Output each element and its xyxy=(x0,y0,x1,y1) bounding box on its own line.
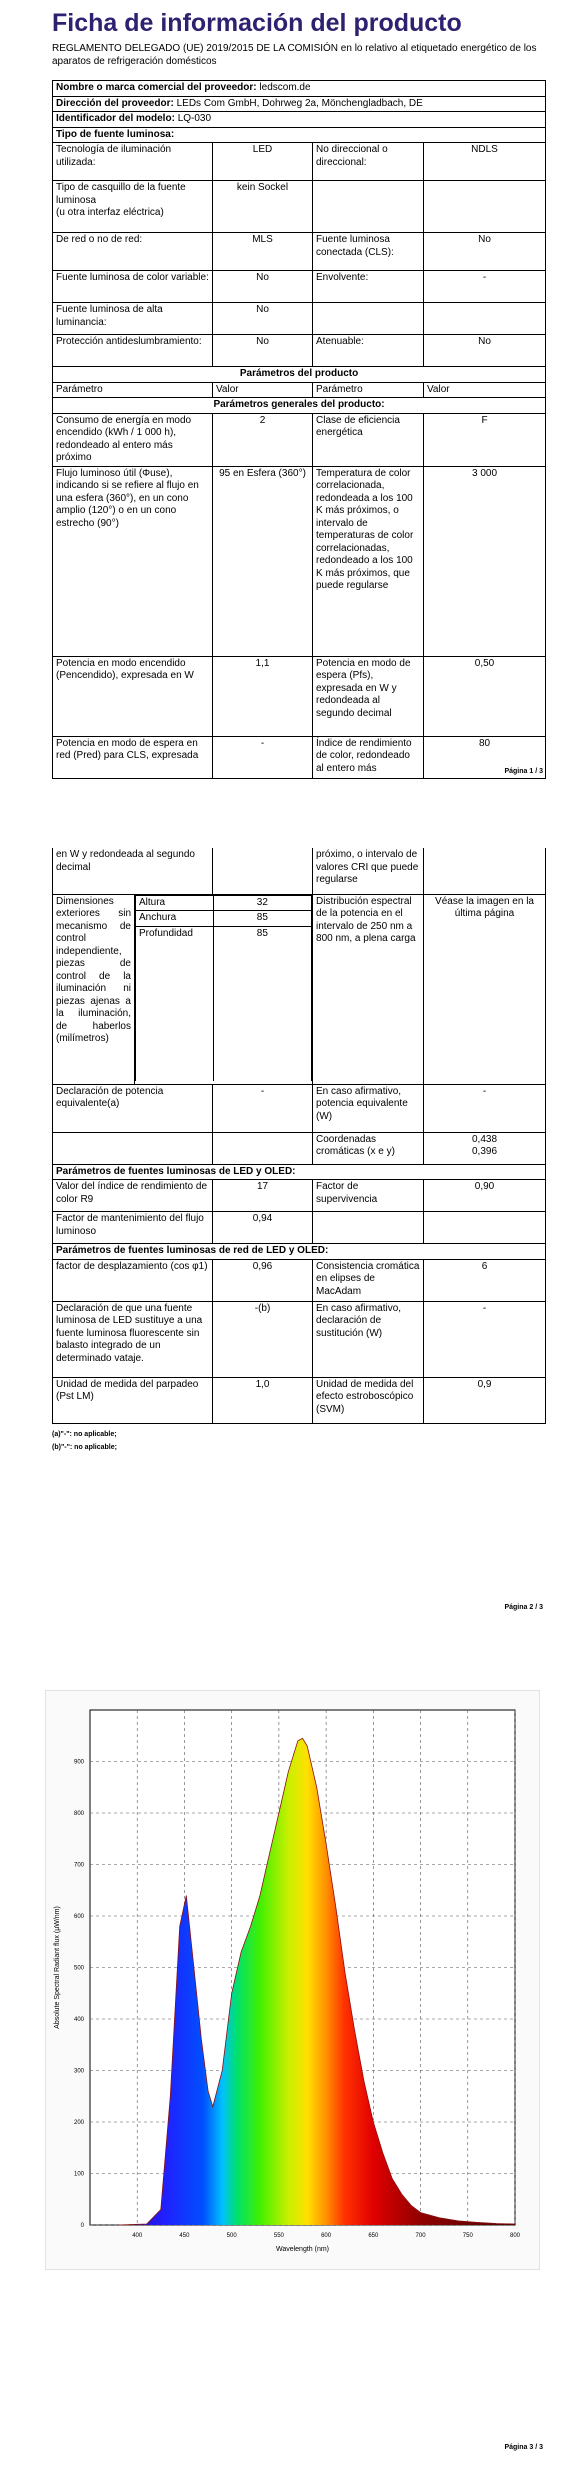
row-value: 2 xyxy=(213,413,313,466)
y-tick-label: 800 xyxy=(73,1811,84,1817)
row-label: En caso afirmativo, declaración de sustitución (W) xyxy=(313,1301,424,1377)
param-row xyxy=(53,1259,546,1301)
row-label: Unidad de medida del efecto estroboscópico (SVM) xyxy=(313,1377,424,1423)
page-number: Página 2 / 3 xyxy=(504,1604,543,1611)
row-label xyxy=(313,181,424,233)
x-tick-label: 600 xyxy=(321,2233,332,2239)
row-label xyxy=(53,1132,213,1164)
source-type-row xyxy=(53,181,546,233)
row-value: 1,0 xyxy=(213,1377,313,1423)
dimensions-cell xyxy=(135,894,313,1084)
model-label: Identificador del modelo: xyxy=(56,113,175,124)
col-value: Valor xyxy=(424,382,546,398)
footnote-a: (a)"-": no aplicable; xyxy=(52,1431,117,1438)
led-heading-row xyxy=(53,1164,546,1180)
row-value: NDLS xyxy=(424,143,546,181)
row-value: 3 000 xyxy=(424,466,546,656)
param-row xyxy=(53,1180,546,1212)
row-value: 0,96 xyxy=(213,1259,313,1301)
source-type-row xyxy=(53,303,546,335)
footnote-b: (b)"-": no aplicable; xyxy=(52,1444,117,1451)
y-tick-label: 300 xyxy=(73,2068,84,2075)
row-label: Potencia en modo de espera en red (Pred) para CLS, expresada xyxy=(53,736,213,778)
spectrum-svg xyxy=(45,1690,540,2270)
row-label: En caso afirmativo, potencia equivalente (W) xyxy=(313,1084,424,1132)
row-value xyxy=(424,1212,546,1244)
row-label: Flujo luminoso útil (Φuse), indicando si se refiere al flujo en una esfera (360°), en un cono amplio (120°) o en un cono estrecho (90°) xyxy=(53,466,213,656)
param-row xyxy=(53,656,546,736)
row-value: No xyxy=(424,233,546,271)
row-value: F xyxy=(424,413,546,466)
row-label: Consistencia cromática en elipses de MacAdam xyxy=(313,1259,424,1301)
param-row xyxy=(53,736,546,778)
y-tick-label: 700 xyxy=(73,1862,84,1869)
row-label: Tecnología de iluminación utilizada: xyxy=(53,143,213,181)
y-axis-label: Absolute Spectral Radiant flux (µW/nm) xyxy=(54,1906,61,2029)
param-row xyxy=(53,1212,546,1244)
brand-row xyxy=(53,81,546,97)
row-value xyxy=(424,848,546,894)
spectrum-chart xyxy=(45,1690,540,2270)
dimension-row xyxy=(136,926,312,1081)
x-tick-label: 450 xyxy=(179,2233,190,2239)
general-heading-row xyxy=(53,398,546,414)
dimensions-row xyxy=(53,894,546,1084)
row-value: 0,94 xyxy=(213,1212,313,1244)
row-value: No xyxy=(213,303,313,335)
page-title: Ficha de información del producto xyxy=(52,9,462,37)
y-tick-label: 0 xyxy=(80,2223,84,2229)
row-label xyxy=(53,1084,213,1132)
row-label: Valor del índice de rendimiento de color R9 xyxy=(53,1180,213,1212)
mains-heading: Parámetros de fuentes luminosas de red de LED y OLED: xyxy=(53,1244,546,1260)
params-column-row xyxy=(53,382,546,398)
x-tick-label: 700 xyxy=(415,2233,426,2239)
regulation-text: REGLAMENTO DELEGADO (UE) 2019/2015 DE LA COMISIÓN en lo relativo al etiquetado energético de los aparatos de refrigeración domésticos xyxy=(52,43,537,67)
row-value xyxy=(424,1132,546,1164)
row-label: Fuente luminosa de color variable: xyxy=(53,271,213,303)
row-value: 6 xyxy=(424,1259,546,1301)
source-type-row xyxy=(53,335,546,367)
dimension-value: 85 xyxy=(213,911,311,927)
row-value: No xyxy=(213,335,313,367)
page-number: Página 1 / 3 xyxy=(504,768,543,775)
source-type-heading-row xyxy=(53,127,546,143)
col-param: Parámetro xyxy=(313,382,424,398)
row-label: Clase de eficiencia energética xyxy=(313,413,424,466)
row-value: -(b) xyxy=(213,1301,313,1377)
page-1 xyxy=(0,0,585,800)
row-value: Véase la imagen en la última página xyxy=(424,894,546,1084)
dimensions-table xyxy=(135,895,312,1081)
x-tick-label: 550 xyxy=(273,2233,284,2239)
row-value: 95 en Esfera (360°) xyxy=(213,466,313,656)
row-value: No xyxy=(424,335,546,367)
info-table-page1 xyxy=(52,80,546,779)
x-tick-label: 650 xyxy=(368,2233,379,2239)
row-label: Factor de supervivencia xyxy=(313,1180,424,1212)
row-value xyxy=(424,181,546,233)
row-label xyxy=(313,1212,424,1244)
address-label: Dirección del proveedor: xyxy=(56,97,174,109)
row-value xyxy=(213,848,313,894)
row-label xyxy=(313,303,424,335)
x-tick-label: 400 xyxy=(132,2233,143,2239)
row-value: kein Sockel xyxy=(213,181,313,233)
row-label: Potencia en modo de espera (Pfs), expresada en W y redondeada al segundo decimal xyxy=(313,656,424,736)
source-type-row xyxy=(53,271,546,303)
y-tick-label: 200 xyxy=(73,2120,84,2126)
row-value xyxy=(213,1132,313,1164)
row-label: Temperatura de color correlacionada, redondeada a los 100 K más próximos, o intervalo de temperaturas de color correlacionadas, redondeado a los 100 K más próximos, que puede regularse xyxy=(313,466,424,656)
row-label: Declaración de que una fuente luminosa de LED sustituye a una fuente luminosa fluorescente sin balasto integrado de un determinado vataje. xyxy=(53,1301,213,1377)
row-label: De red o no de red: xyxy=(53,233,213,271)
address-value: LEDs Com GmbH, Dohrweg 2a, Mönchengladbach, DE xyxy=(176,97,423,109)
row-label: Índice de rendimiento de color, redondeado al entero más xyxy=(313,736,424,778)
row-label: factor de desplazamiento (cos φ1) xyxy=(53,1259,213,1301)
param-row xyxy=(53,1377,546,1423)
led-heading: Parámetros de fuentes luminosas de LED y OLED: xyxy=(53,1164,546,1180)
row-label: Distribución espectral de la potencia en el intervalo de 250 nm a 800 nm, a plena carga xyxy=(313,894,424,1084)
dimension-value: 32 xyxy=(213,895,311,911)
row-label: próximo, o intervalo de valores CRI que puede regularse xyxy=(313,848,424,894)
row-label: Fuente luminosa de alta luminancia: xyxy=(53,303,213,335)
x-tick-label: 800 xyxy=(509,2233,521,2239)
row-value: No xyxy=(213,271,313,303)
params-heading: Parámetros del producto xyxy=(53,367,546,383)
x-tick-label: 750 xyxy=(462,2233,473,2239)
row-label: Factor de mantenimiento del flujo luminoso xyxy=(53,1212,213,1244)
dimensions-label: Dimensiones exteriores sin mecanismo de control independiente, piezas de control de la iluminación ni piezas ajenas a la iluminación, de haberlos (milímetros) xyxy=(53,894,135,1084)
row-value xyxy=(424,303,546,335)
row-label: Envolvente: xyxy=(313,271,424,303)
row-value: - xyxy=(424,1084,546,1132)
chroma-x: 0,438 xyxy=(472,1133,498,1145)
brand-label: Nombre o marca comercial del proveedor: xyxy=(56,82,257,93)
param-row xyxy=(53,848,546,894)
dimension-value: 85 xyxy=(213,926,311,1081)
mains-heading-row xyxy=(53,1244,546,1260)
row-label: Protección antideslumbramiento: xyxy=(53,335,213,367)
row-value: 0,90 xyxy=(424,1180,546,1212)
row-label: Unidad de medida del parpadeo (Pst LM) xyxy=(53,1377,213,1423)
dimension-name: Anchura xyxy=(136,911,214,927)
model-row xyxy=(53,112,546,128)
col-value: Valor xyxy=(213,382,313,398)
row-value: - xyxy=(213,1084,313,1132)
row-value: 0,9 xyxy=(424,1377,546,1423)
param-row xyxy=(53,413,546,466)
row-label: Tipo de casquillo de la fuente luminosa (u otra interfaz eléctrica) xyxy=(53,181,213,233)
chroma-y: 0,396 xyxy=(472,1146,498,1157)
y-tick-label: 900 xyxy=(73,1759,84,1766)
row-label: Consumo de energía en modo encendido (kWh / 1 000 h), redondeado al entero más próximo xyxy=(53,413,213,466)
address-row xyxy=(53,96,546,112)
power-decl-label: Declaración de potencia equivalente(a) xyxy=(56,1085,164,1109)
row-value: - xyxy=(424,1301,546,1377)
row-value: MLS xyxy=(213,233,313,271)
general-heading: Parámetros generales del producto: xyxy=(53,398,546,414)
param-row xyxy=(53,1301,546,1377)
y-tick-label: 600 xyxy=(73,1914,84,1920)
y-tick-label: 500 xyxy=(73,1965,84,1972)
col-param: Parámetro xyxy=(53,382,213,398)
params-heading-row xyxy=(53,367,546,383)
row-value: - xyxy=(424,271,546,303)
row-value: 0,50 xyxy=(424,656,546,736)
x-tick-label: 500 xyxy=(226,2233,237,2239)
row-value: - xyxy=(213,736,313,778)
dimension-row xyxy=(136,911,312,927)
row-label: Coordenadas cromáticas (x e y) xyxy=(313,1132,424,1164)
row-label: Potencia en modo encendido (Pencendido), expresada en W xyxy=(53,656,213,736)
model-value: LQ-030 xyxy=(177,113,212,124)
dimension-name: Altura xyxy=(136,895,214,911)
source-type-heading: Tipo de fuente luminosa: xyxy=(53,127,546,143)
row-label: Atenuable: xyxy=(313,335,424,367)
footnotes xyxy=(52,1428,117,1454)
brand-value: ledscom.de xyxy=(259,82,311,93)
row-value: 17 xyxy=(213,1180,313,1212)
info-table-page2 xyxy=(52,848,546,1424)
param-row xyxy=(53,1084,546,1132)
x-axis-label: Wavelength (nm) xyxy=(275,2246,330,2253)
dimension-row xyxy=(136,895,312,911)
row-label: No direccional o direccional: xyxy=(313,143,424,181)
y-tick-label: 100 xyxy=(73,2171,84,2178)
dimension-name: Profundidad xyxy=(136,926,214,1081)
y-tick-label: 400 xyxy=(73,2017,84,2023)
page-number: Página 3 / 3 xyxy=(504,2444,543,2451)
source-type-row xyxy=(53,143,546,181)
row-label: Fuente luminosa conectada (CLS): xyxy=(313,233,424,271)
row-value: LED xyxy=(213,143,313,181)
row-value: 80 xyxy=(424,736,546,778)
row-value: 1,1 xyxy=(213,656,313,736)
source-type-row xyxy=(53,233,546,271)
row-label: en W y redondeada al segundo decimal xyxy=(53,848,213,894)
param-row xyxy=(53,466,546,656)
param-row xyxy=(53,1132,546,1164)
